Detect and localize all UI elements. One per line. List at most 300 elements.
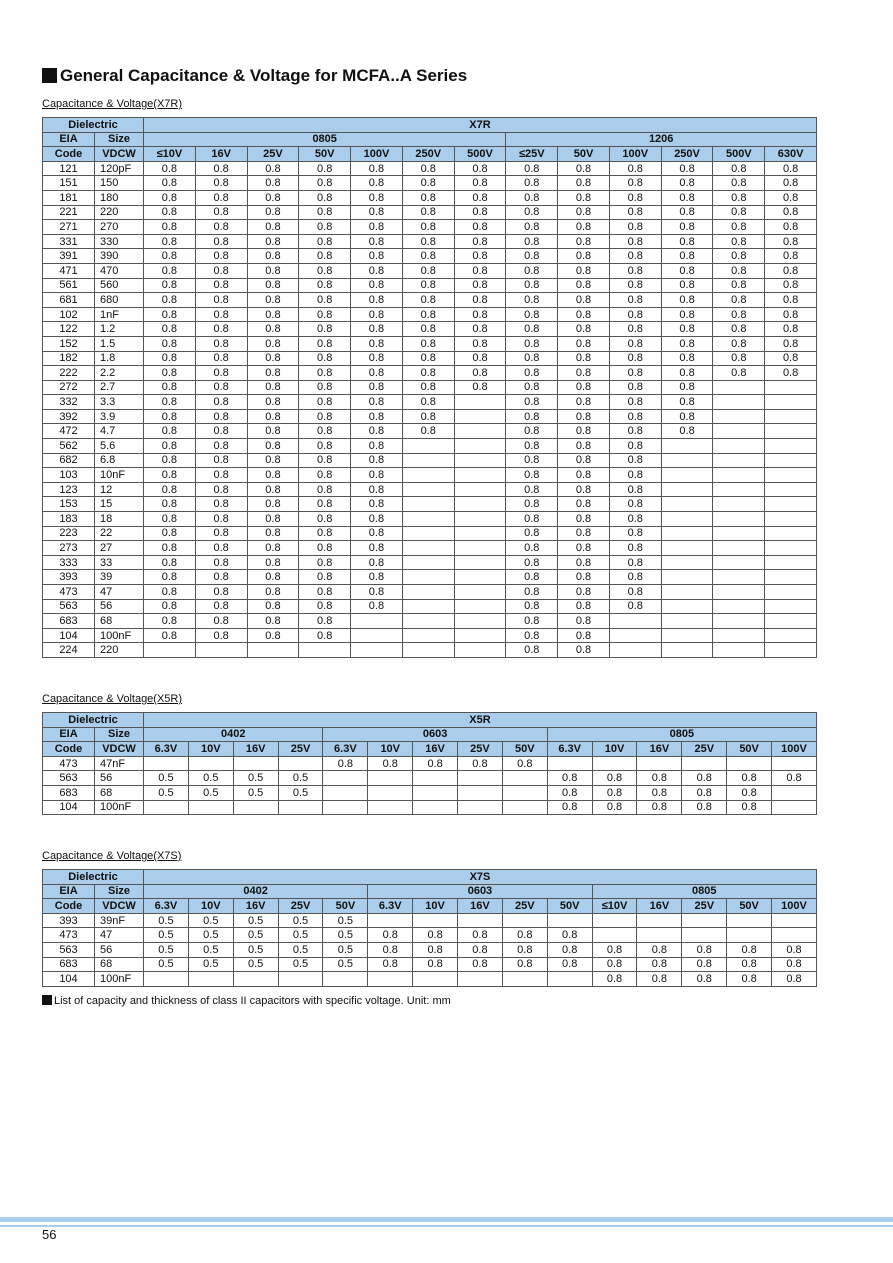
- thickness-cell: 0.8: [144, 220, 196, 235]
- thickness-cell: 0.8: [247, 628, 299, 643]
- thickness-cell: 0.8: [299, 409, 351, 424]
- thickness-cell: 0.8: [247, 599, 299, 614]
- thickness-cell: [661, 526, 713, 541]
- table-caption-x7s: Capacitance & Voltage(X7S): [42, 850, 182, 862]
- thickness-cell: 0.8: [637, 785, 682, 800]
- thickness-cell: 0.8: [765, 351, 817, 366]
- thickness-cell: 0.8: [547, 928, 592, 943]
- thickness-cell: 0.8: [299, 599, 351, 614]
- table-row: [43, 497, 817, 512]
- table-row: [43, 942, 817, 957]
- thickness-cell: 0.8: [558, 176, 610, 191]
- thickness-cell: 0.8: [661, 424, 713, 439]
- table-row: [43, 468, 817, 483]
- thickness-cell: 0.8: [247, 161, 299, 176]
- thickness-cell: 0.8: [682, 972, 727, 987]
- thickness-cell: [402, 468, 454, 483]
- capacitance-cell: 15: [95, 497, 144, 512]
- thickness-cell: 0.8: [195, 614, 247, 629]
- thickness-cell: 0.8: [247, 453, 299, 468]
- thickness-cell: [402, 628, 454, 643]
- table-caption-x7r: Capacitance & Voltage(X7R): [42, 98, 183, 110]
- thickness-cell: [727, 756, 772, 771]
- voltage-header: 25V: [458, 742, 503, 757]
- thickness-cell: 0.8: [637, 942, 682, 957]
- page-title: [42, 66, 467, 86]
- dielectric-value: X7R: [144, 118, 817, 133]
- thickness-cell: 0.8: [609, 205, 661, 220]
- thickness-cell: 0.8: [247, 614, 299, 629]
- thickness-cell: 0.8: [609, 482, 661, 497]
- thickness-cell: 0.8: [195, 497, 247, 512]
- thickness-cell: [765, 541, 817, 556]
- thickness-cell: 0.8: [351, 497, 403, 512]
- thickness-cell: 0.8: [454, 176, 506, 191]
- table-row: [43, 972, 817, 987]
- thickness-cell: 0.8: [547, 785, 592, 800]
- thickness-cell: 0.8: [506, 424, 558, 439]
- table-row: [43, 234, 817, 249]
- thickness-cell: 0.8: [402, 366, 454, 381]
- voltage-header: 500V: [454, 147, 506, 162]
- eia-code-cell: 271: [43, 220, 95, 235]
- thickness-cell: [402, 482, 454, 497]
- capacitance-cell: 56: [95, 599, 144, 614]
- thickness-cell: 0.8: [247, 380, 299, 395]
- capacitance-cell: 3.3: [95, 395, 144, 410]
- dielectric-label: Dielectric: [43, 870, 144, 885]
- thickness-cell: 0.8: [661, 161, 713, 176]
- thickness-cell: 0.8: [247, 526, 299, 541]
- thickness-cell: 0.8: [502, 928, 547, 943]
- table-row: [43, 220, 817, 235]
- voltage-header: 16V: [637, 899, 682, 914]
- thickness-cell: 0.8: [609, 541, 661, 556]
- thickness-cell: 0.8: [713, 220, 765, 235]
- thickness-cell: 0.8: [247, 307, 299, 322]
- thickness-cell: [713, 541, 765, 556]
- thickness-cell: [765, 614, 817, 629]
- thickness-cell: 0.8: [351, 161, 403, 176]
- thickness-cell: 0.8: [247, 293, 299, 308]
- thickness-cell: 0.8: [609, 453, 661, 468]
- thickness-cell: [713, 570, 765, 585]
- capacitance-cell: 68: [95, 957, 144, 972]
- thickness-cell: 0.8: [458, 957, 503, 972]
- capacitance-cell: 47: [95, 928, 144, 943]
- eia-label: EIA: [43, 132, 95, 147]
- eia-code-cell: 681: [43, 293, 95, 308]
- thickness-cell: [458, 800, 503, 815]
- eia-code-cell: 123: [43, 482, 95, 497]
- table-row: [43, 756, 817, 771]
- thickness-cell: 0.8: [454, 234, 506, 249]
- thickness-cell: 0.8: [144, 176, 196, 191]
- thickness-cell: [188, 972, 233, 987]
- thickness-cell: 0.5: [188, 957, 233, 972]
- thickness-cell: 0.8: [402, 409, 454, 424]
- capacitance-cell: 68: [95, 614, 144, 629]
- capacitance-cell: 3.9: [95, 409, 144, 424]
- eia-code-cell: 182: [43, 351, 95, 366]
- thickness-cell: 0.8: [351, 307, 403, 322]
- thickness-cell: 0.8: [454, 336, 506, 351]
- page-title-text: General Capacitance & Voltage for MCFA..A Series: [60, 66, 468, 85]
- table-row: [43, 599, 817, 614]
- table-row: [43, 913, 817, 928]
- thickness-cell: [299, 643, 351, 658]
- thickness-cell: 0.8: [351, 205, 403, 220]
- thickness-cell: 0.8: [247, 366, 299, 381]
- thickness-cell: 0.8: [609, 395, 661, 410]
- thickness-cell: 0.8: [402, 322, 454, 337]
- thickness-cell: 0.8: [506, 293, 558, 308]
- thickness-cell: 0.8: [713, 190, 765, 205]
- thickness-cell: [661, 555, 713, 570]
- thickness-cell: 0.8: [458, 942, 503, 957]
- thickness-cell: [765, 628, 817, 643]
- eia-code-cell: 683: [43, 785, 95, 800]
- thickness-cell: 0.8: [351, 482, 403, 497]
- thickness-cell: 0.8: [506, 395, 558, 410]
- thickness-cell: 0.8: [558, 234, 610, 249]
- thickness-cell: [765, 599, 817, 614]
- thickness-cell: 0.8: [195, 307, 247, 322]
- thickness-cell: 0.8: [351, 453, 403, 468]
- voltage-header: 10V: [188, 742, 233, 757]
- capacitance-cell: 4.7: [95, 424, 144, 439]
- thickness-cell: 0.8: [713, 278, 765, 293]
- size-label: Size: [95, 884, 144, 899]
- thickness-cell: 0.8: [144, 278, 196, 293]
- thickness-cell: 0.8: [299, 585, 351, 600]
- thickness-cell: [144, 972, 189, 987]
- thickness-cell: 0.8: [506, 220, 558, 235]
- thickness-cell: 0.8: [351, 526, 403, 541]
- size-group-header: 0805: [592, 884, 816, 899]
- thickness-cell: 0.8: [765, 234, 817, 249]
- thickness-cell: [323, 785, 368, 800]
- thickness-cell: 0.8: [402, 190, 454, 205]
- thickness-cell: [323, 771, 368, 786]
- thickness-cell: 0.8: [351, 468, 403, 483]
- thickness-cell: 0.8: [609, 322, 661, 337]
- thickness-cell: 0.8: [247, 512, 299, 527]
- thickness-cell: 0.8: [247, 570, 299, 585]
- thickness-cell: [402, 643, 454, 658]
- thickness-cell: 0.8: [144, 614, 196, 629]
- thickness-cell: [661, 468, 713, 483]
- thickness-cell: 0.5: [323, 957, 368, 972]
- thickness-cell: [368, 913, 413, 928]
- thickness-cell: 0.5: [323, 928, 368, 943]
- eia-code-cell: 122: [43, 322, 95, 337]
- thickness-cell: 0.8: [506, 497, 558, 512]
- thickness-cell: [413, 800, 458, 815]
- thickness-cell: 0.8: [506, 409, 558, 424]
- thickness-cell: [188, 756, 233, 771]
- thickness-cell: 0.8: [558, 628, 610, 643]
- eia-code-cell: 181: [43, 190, 95, 205]
- thickness-cell: [609, 628, 661, 643]
- thickness-cell: 0.8: [195, 628, 247, 643]
- size-group-header: 0402: [144, 884, 368, 899]
- thickness-cell: 0.8: [299, 512, 351, 527]
- voltage-header: 630V: [765, 147, 817, 162]
- thickness-cell: 0.8: [713, 293, 765, 308]
- thickness-cell: [713, 497, 765, 512]
- capacitance-cell: 100nF: [95, 972, 144, 987]
- thickness-cell: [402, 512, 454, 527]
- voltage-header: 100V: [772, 742, 817, 757]
- thickness-cell: 0.8: [144, 409, 196, 424]
- voltage-header: 50V: [727, 742, 772, 757]
- eia-code-cell: 333: [43, 555, 95, 570]
- table-row: [43, 351, 817, 366]
- thickness-cell: 0.8: [454, 161, 506, 176]
- thickness-cell: [454, 424, 506, 439]
- thickness-cell: 0.5: [278, 942, 323, 957]
- thickness-cell: 0.8: [299, 628, 351, 643]
- thickness-cell: 0.5: [233, 942, 278, 957]
- thickness-cell: 0.8: [299, 453, 351, 468]
- thickness-cell: [713, 628, 765, 643]
- voltage-header: ≤10V: [592, 899, 637, 914]
- capacitance-table-x7s: [42, 869, 817, 987]
- thickness-cell: [772, 785, 817, 800]
- thickness-cell: [454, 453, 506, 468]
- thickness-cell: 0.5: [233, 785, 278, 800]
- eia-code-cell: 151: [43, 176, 95, 191]
- thickness-cell: [765, 424, 817, 439]
- thickness-cell: 0.8: [609, 599, 661, 614]
- table-row: [43, 512, 817, 527]
- voltage-header: 50V: [323, 899, 368, 914]
- capacitance-cell: 330: [95, 234, 144, 249]
- thickness-cell: 0.8: [195, 161, 247, 176]
- thickness-cell: 0.8: [609, 190, 661, 205]
- table-row: [43, 526, 817, 541]
- eia-code-cell: 562: [43, 439, 95, 454]
- thickness-cell: 0.8: [506, 263, 558, 278]
- thickness-cell: 0.8: [609, 220, 661, 235]
- thickness-cell: [454, 643, 506, 658]
- thickness-cell: 0.8: [144, 482, 196, 497]
- thickness-cell: 0.8: [299, 380, 351, 395]
- thickness-cell: 0.8: [413, 942, 458, 957]
- thickness-cell: 0.8: [144, 497, 196, 512]
- voltage-header: 16V: [233, 899, 278, 914]
- thickness-cell: 0.8: [144, 468, 196, 483]
- voltage-header: 6.3V: [547, 742, 592, 757]
- thickness-cell: 0.8: [506, 278, 558, 293]
- thickness-cell: 0.8: [247, 278, 299, 293]
- voltage-header: 6.3V: [323, 742, 368, 757]
- eia-code-cell: 272: [43, 380, 95, 395]
- thickness-cell: 0.8: [661, 336, 713, 351]
- thickness-cell: 0.8: [247, 555, 299, 570]
- thickness-cell: 0.8: [547, 957, 592, 972]
- thickness-cell: 0.8: [402, 220, 454, 235]
- thickness-cell: 0.8: [765, 190, 817, 205]
- thickness-cell: 0.8: [195, 351, 247, 366]
- capacitance-cell: 220: [95, 643, 144, 658]
- thickness-cell: 0.8: [454, 351, 506, 366]
- thickness-cell: 0.8: [661, 351, 713, 366]
- thickness-cell: 0.8: [351, 585, 403, 600]
- thickness-cell: 0.8: [402, 380, 454, 395]
- table-row: [43, 771, 817, 786]
- thickness-cell: [592, 928, 637, 943]
- thickness-cell: 0.8: [765, 176, 817, 191]
- thickness-cell: 0.8: [144, 161, 196, 176]
- table-row: [43, 453, 817, 468]
- voltage-header: 25V: [278, 742, 323, 757]
- thickness-cell: 0.8: [713, 176, 765, 191]
- thickness-cell: 0.8: [247, 205, 299, 220]
- thickness-cell: 0.8: [351, 278, 403, 293]
- thickness-cell: 0.8: [144, 205, 196, 220]
- thickness-cell: 0.8: [454, 205, 506, 220]
- thickness-cell: 0.8: [144, 453, 196, 468]
- capacitance-cell: 2.7: [95, 380, 144, 395]
- thickness-cell: 0.8: [247, 322, 299, 337]
- table-row: [43, 628, 817, 643]
- thickness-cell: 0.8: [402, 234, 454, 249]
- eia-code-cell: 332: [43, 395, 95, 410]
- thickness-cell: 0.8: [502, 756, 547, 771]
- thickness-cell: 0.8: [682, 800, 727, 815]
- thickness-cell: 0.8: [713, 161, 765, 176]
- eia-code-cell: 471: [43, 263, 95, 278]
- thickness-cell: 0.8: [323, 756, 368, 771]
- thickness-cell: 0.8: [195, 366, 247, 381]
- thickness-cell: 0.8: [351, 424, 403, 439]
- thickness-cell: [454, 599, 506, 614]
- page-number: 56: [42, 1227, 57, 1242]
- capacitance-cell: 47: [95, 585, 144, 600]
- thickness-cell: 0.8: [609, 380, 661, 395]
- thickness-cell: [454, 512, 506, 527]
- thickness-cell: 0.8: [682, 771, 727, 786]
- capacitance-cell: 39nF: [95, 913, 144, 928]
- thickness-cell: 0.8: [247, 395, 299, 410]
- vdcw-label: VDCW: [95, 147, 144, 162]
- thickness-cell: 0.8: [727, 785, 772, 800]
- vdcw-label: VDCW: [95, 899, 144, 914]
- thickness-cell: [368, 785, 413, 800]
- thickness-cell: 0.8: [609, 555, 661, 570]
- thickness-cell: 0.8: [351, 439, 403, 454]
- thickness-cell: [413, 913, 458, 928]
- thickness-cell: [661, 453, 713, 468]
- thickness-cell: [637, 913, 682, 928]
- thickness-cell: 0.8: [661, 176, 713, 191]
- voltage-header: 50V: [299, 147, 351, 162]
- thickness-cell: 0.8: [506, 307, 558, 322]
- thickness-cell: 0.8: [195, 439, 247, 454]
- thickness-cell: [144, 643, 196, 658]
- table-row: [43, 293, 817, 308]
- thickness-cell: 0.8: [558, 293, 610, 308]
- capacitance-cell: 68: [95, 785, 144, 800]
- capacitance-cell: 27: [95, 541, 144, 556]
- thickness-cell: 0.8: [558, 585, 610, 600]
- thickness-cell: 0.8: [506, 482, 558, 497]
- thickness-cell: 0.8: [351, 293, 403, 308]
- capacitance-cell: 18: [95, 512, 144, 527]
- thickness-cell: 0.8: [402, 293, 454, 308]
- voltage-header: 25V: [682, 899, 727, 914]
- table-row: [43, 395, 817, 410]
- thickness-cell: 0.8: [506, 205, 558, 220]
- thickness-cell: 0.5: [233, 913, 278, 928]
- thickness-cell: [402, 614, 454, 629]
- thickness-cell: 0.8: [195, 585, 247, 600]
- thickness-cell: 0.8: [144, 526, 196, 541]
- eia-label: EIA: [43, 727, 95, 742]
- thickness-cell: 0.8: [547, 942, 592, 957]
- thickness-cell: [592, 913, 637, 928]
- thickness-cell: 0.8: [661, 409, 713, 424]
- thickness-cell: [233, 972, 278, 987]
- eia-code-cell: 121: [43, 161, 95, 176]
- thickness-cell: 0.8: [558, 161, 610, 176]
- thickness-cell: 0.8: [402, 161, 454, 176]
- thickness-cell: 0.8: [247, 190, 299, 205]
- thickness-cell: 0.8: [247, 220, 299, 235]
- thickness-cell: 0.8: [609, 439, 661, 454]
- thickness-cell: 0.8: [506, 585, 558, 600]
- code-label: Code: [43, 147, 95, 162]
- thickness-cell: 0.5: [278, 771, 323, 786]
- eia-code-cell: 331: [43, 234, 95, 249]
- thickness-cell: 0.8: [661, 220, 713, 235]
- black-square-bullet: [42, 68, 57, 83]
- thickness-cell: 0.8: [402, 249, 454, 264]
- thickness-cell: 0.8: [592, 800, 637, 815]
- thickness-cell: [772, 913, 817, 928]
- thickness-cell: 0.8: [609, 526, 661, 541]
- capacitance-cell: 22: [95, 526, 144, 541]
- thickness-cell: [278, 972, 323, 987]
- voltage-header: 16V: [413, 742, 458, 757]
- capacitance-cell: 150: [95, 176, 144, 191]
- thickness-cell: [454, 585, 506, 600]
- thickness-cell: [454, 497, 506, 512]
- size-group-header: 0603: [368, 884, 592, 899]
- thickness-cell: 0.8: [299, 497, 351, 512]
- table-row: [43, 263, 817, 278]
- size-group-header: 0805: [547, 727, 816, 742]
- thickness-cell: 0.8: [247, 249, 299, 264]
- table-row: [43, 190, 817, 205]
- thickness-cell: 0.8: [247, 409, 299, 424]
- thickness-cell: [233, 800, 278, 815]
- thickness-cell: 0.8: [609, 585, 661, 600]
- thickness-cell: 0.8: [413, 928, 458, 943]
- thickness-cell: 0.8: [299, 468, 351, 483]
- voltage-header: 25V: [247, 147, 299, 162]
- thickness-cell: [765, 453, 817, 468]
- footnote: [42, 995, 451, 1007]
- thickness-cell: 0.8: [506, 336, 558, 351]
- table-row: [43, 322, 817, 337]
- size-label: Size: [95, 132, 144, 147]
- thickness-cell: 0.8: [506, 512, 558, 527]
- thickness-cell: [454, 526, 506, 541]
- thickness-cell: 0.8: [682, 942, 727, 957]
